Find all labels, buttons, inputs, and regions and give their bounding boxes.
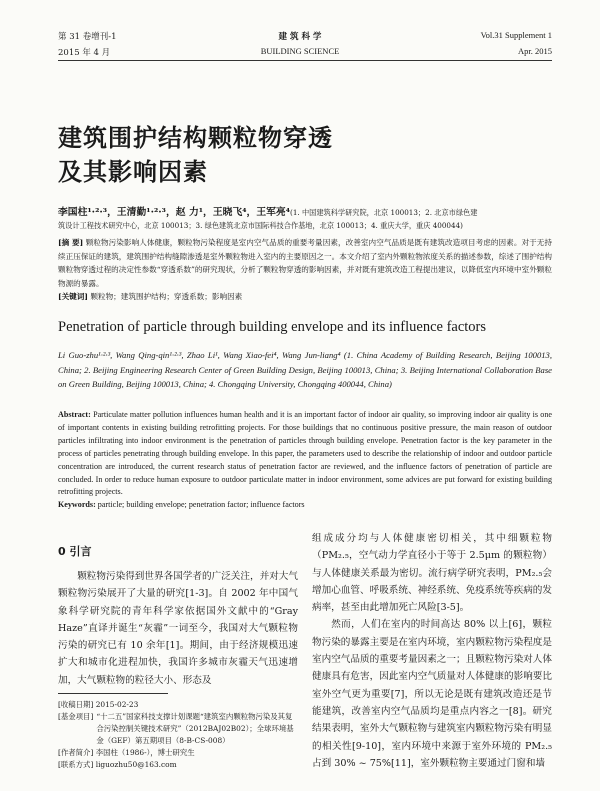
authors-cn: 李国柱¹·²·³，王清勤¹·²·³，赵 力¹，王晓飞⁴，王军亮⁴	[58, 207, 291, 218]
authors-en: Li Guo-zhu¹·²·³, Wang Qing-qin¹·²·³, Zhao Li¹, Wang Xiao-fei⁴, Wang Jun-liang⁴ (1. China Academy of Building Research, Beijing 100013, China; 2. Beijing Engineering Research Center of Green Building Design, Beijing 100013, China; 3. Beijing International Collaboration Base on Green Building, Beijing 100013, China; 4. Chongqing University, Chongqing 400044, China)	[58, 350, 552, 389]
title-cn-line1: 建筑围护结构颗粒物穿透	[58, 124, 333, 152]
abstract-cn-label: [摘 要]	[58, 238, 84, 247]
header-rule	[58, 60, 552, 61]
received-label: [收稿日期]	[58, 700, 94, 709]
intro-paragraph-2: 组成成分均与人体健康密切相关，其中细颗粒物（PM₂.₅，空气动力学直径小于等于 2.5μm 的颗粒物）与人体健康关系最为密切。流行病学研究表明，PM₂.₅会增加心血管、呼吸系统、神经系统、免疫系统等疾病的发病率，甚至由此增加死亡风险[3-5]。	[312, 533, 552, 614]
keywords-en-label: Keywords:	[58, 500, 96, 510]
volume-cn: 第 31 卷增刊-1	[58, 32, 117, 42]
intro-paragraph-1: 颗粒物污染得到世界各国学者的广泛关注，并对大气颗粒物污染展开了大量的研究[1-3]。自 2002 年中国气象科学研究院的青年科学家依据国外文献中的“Gray Haze”直译并诞生“灰霾”一词至今，我国对大气颗粒物污染的研究已有 10 余年[1]。期间，由于经济规模迅速扩大和城市化进程加快，我国许多城市灰霾天气迅速增加，大气颗粒物的粒径大小、形态及	[58, 571, 298, 686]
journal-en: BUILDING SCIENCE	[260, 46, 340, 56]
title-en: Penetration of particle through building envelope and its influence factors	[58, 319, 487, 335]
footnote-rule	[58, 693, 168, 694]
date-en: Apr. 2015	[518, 46, 552, 56]
section-heading-intro: 0 引言	[58, 545, 92, 558]
contact-label: [联系方式]	[58, 760, 94, 769]
keywords-en: particle; building envelope; penetration factor; influence factors	[97, 500, 305, 510]
abstract-en-text: Particulate matter pollution influences human health and it is an important factor of indoor air quality, so improving indoor air quality is one of important contents in existing building retrofitting projects. For those buildings that no continuous positive pressure, the main reason of outdoor particles infiltrating into indoor environment is the penetration of particles through building envelope. Penetration factor is the key parameter in the process of particles penetrating through building envelope. In this paper, the parameters used to describe the relationship of indoor and outdoor particle concentration are introduced, the current research status of penetration factor are reviewed, and the influence factors of penetration of particle are concluded. In order to reduce human exposure to outdoor particulate matter in indoor environment, some advices are put forward for existing building retrofitting projects.	[58, 410, 552, 497]
author-label: [作者简介]	[58, 748, 94, 757]
abstract-cn	[58, 236, 552, 304]
footnote	[58, 699, 298, 771]
author-bio: 李国柱（1986-），博士研究生	[95, 748, 195, 757]
volume-en: Vol.31 Supplement 1	[480, 30, 552, 40]
fund-text: “十二五”国家科技支撑计划课题“建筑室内颗粒物污染及其复合污染控制关键技术研究”（2012BAJ02B02）；全球环境基金（GEF）第五期项目（8-B-CS-008）	[96, 712, 294, 745]
title-cn-line2: 及其影响因素	[58, 158, 208, 186]
abstract-en-label: Abstract:	[58, 410, 91, 419]
right-column	[312, 530, 552, 772]
keywords-cn: 颗粒物；建筑围护结构；穿透系数；影响因素	[90, 292, 243, 301]
date-cn: 2015 年 4 月	[58, 48, 111, 58]
contact-email: liguozhu50@163.com	[95, 760, 177, 769]
received-date: 2015-02-23	[95, 700, 139, 709]
keywords-cn-label: [关键词]	[58, 292, 88, 301]
abstract-cn-text: 颗粒物污染影响人体健康，颗粒物污染程度是室内空气品质的重要考量因素，改善室内空气品质是既有建筑改造项目考虑的因素。对于无持续正压保证的建筑，建筑围护结构缝隙渗透是室外颗粒物进入室内的主要原因之一。本文介绍了室内外颗粒物浓度关系的描述参数，综述了围护结构颗粒物穿透过程的决定性参数“穿透系数”的研究现状，分析了颗粒物穿透的影响因素，并对既有建筑改造工程提出建议，以降低室内环境中室外颗粒物源的暴露。	[58, 238, 552, 288]
abstract-en	[58, 409, 552, 512]
fund-label: [基金项目]	[58, 712, 94, 721]
affiliation-cn-1: (1. 中国建筑科学研究院，北京 100013；2. 北京市绿色建	[290, 208, 478, 217]
affiliation-cn-2: 筑设计工程技术研究中心，北京 100013；3. 绿色建筑北京市国际科技合作基地，北京 100013；4. 重庆大学，重庆 400044)	[58, 221, 463, 230]
intro-paragraph-3: 然而，人们在室内的时间高达 80% 以上[6]，颗粒物污染的暴露主要是在室内环境，室内颗粒物污染程度是室内空气品质的重要考量因素之一；且颗粒物污染对人体健康具有危害，因此室内空气质量对人体健康的影响要比室外空气更为重要[7]，所以无论是既有建筑改造还是节能建筑，改善室内空气品质均是重点内容之一[8]。研究结果表明，室外大气颗粒物与建筑室内颗粒物污染有明显的相关性[9-10]，室内环境中来源于室外环境的 PM₂.₅占到 30% ~ 75%[11]，室外颗粒物主要通过门窗和墙	[312, 619, 552, 769]
left-column	[58, 568, 298, 689]
journal-cn: 建 筑 科 学	[278, 32, 322, 42]
